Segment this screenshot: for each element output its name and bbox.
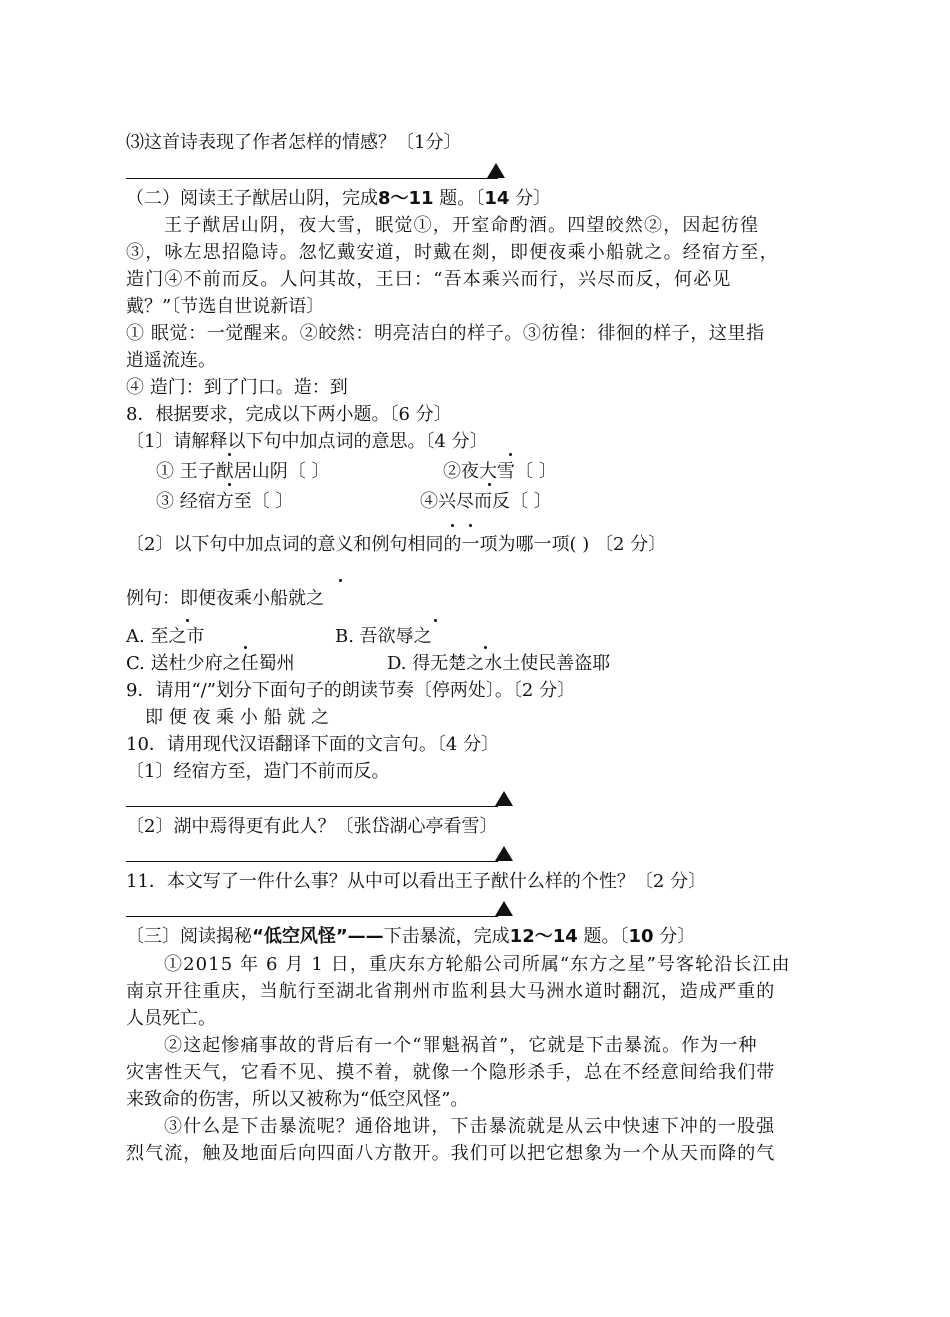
option-d: D. 得无楚之水土使民善盗耶: [387, 653, 611, 674]
article-line: 灾害性天气，它看不见、摸不着，就像一个隐形杀手，总在不经意间给我们带: [126, 1062, 776, 1083]
emphasis-dot: [484, 646, 487, 649]
triangle-icon: [495, 846, 513, 861]
article-line: 南京开往重庆，当航行至湖北省荆州市监利县大马洲水道时翻沉，造成严重的: [126, 981, 776, 1002]
annotation-line: ① 眠觉：一觉醒来。②皎然：明亮洁白的样子。③彷徨：徘徊的样子，这里指: [126, 323, 765, 344]
question-8-1-item-b: ②夜大雪〔 〕: [443, 461, 557, 482]
option-c: C. 送杜少府之任蜀州: [126, 653, 295, 674]
question-8: 8．根据要求，完成以下两小题。〔6 分〕: [126, 404, 452, 425]
option-a: A. 至之市: [126, 626, 205, 647]
section-2-heading: （二）阅读王子猷居山阴，完成8～11 题。〔14 分〕: [126, 188, 552, 209]
option-b: B. 吾欲辱之: [335, 626, 432, 647]
question-10-2: 〔2〕湖中焉得更有此人？〔张岱湖心亭看雪〕: [126, 816, 498, 837]
article-line: ③什么是下击暴流呢？通俗地讲，下击暴流就是从云中快速下冲的一股强: [164, 1116, 776, 1137]
annotation-line: 逍遥流连。: [126, 350, 216, 371]
emphasis-dot: [339, 579, 342, 582]
emphasis-dot: [228, 453, 231, 456]
question-8-1-item-d: ④兴尽而反〔 〕: [420, 491, 552, 512]
emphasis-dot: [434, 619, 437, 622]
question-8-1: 〔1〕请解释以下句中加点词的意思。〔4 分〕: [126, 431, 488, 452]
article-line: 人员死亡。: [126, 1008, 216, 1029]
article-line: 来致命的伤害，所以又被称为“低空风怪”。: [126, 1089, 469, 1110]
answer-line-q11: [126, 916, 498, 917]
emphasis-dot: [244, 646, 247, 649]
question-10: 10．请用现代汉语翻译下面的文言句。〔4 分〕: [126, 734, 500, 755]
article-line: ②这起惨痛事故的背后有一个“罪魁祸首”，它就是下击暴流。作为一种: [164, 1035, 758, 1056]
passage-line: 戴？”〔节选自世说新语〕: [126, 296, 325, 317]
question-8-1-item-c: ③ 经宿方至〔 〕: [156, 491, 294, 512]
question-9-text: 即 便 夜 乘 小 船 就 之: [145, 707, 330, 728]
section-3-heading: 〔三〕阅读揭秘“低空风怪”——下击暴流，完成12～14 题。〔10 分〕: [126, 926, 696, 947]
emphasis-dot: [186, 619, 189, 622]
triangle-icon: [495, 791, 513, 806]
emphasis-dot: [488, 483, 491, 486]
question-8-2: 〔2〕以下句中加点词的意义和例句相同的一项为哪一项( ) 〔2 分〕: [126, 534, 667, 555]
emphasis-dot: [509, 453, 512, 456]
question-10-1: 〔1〕经宿方至，造门不前而反。: [126, 761, 390, 782]
question-11: 11．本文写了一件什么事？从中可以看出王子猷什么样的个性？〔2 分〕: [126, 871, 707, 892]
article-line: 烈气流，触及地面后向四面八方散开。我们可以把它想象为一个从天而降的气: [126, 1143, 776, 1164]
example-sentence: 例句：即便夜乘小船就之: [126, 588, 324, 609]
annotation-line: ④ 造门：到了门口。造：到: [126, 377, 348, 398]
emphasis-dot: [228, 483, 231, 486]
answer-line-q10-1: [126, 806, 498, 807]
passage-line: 王子猷居山阴，夜大雪，眠觉①，开室命酌酒。四望皎然②，因起彷徨: [164, 215, 760, 236]
passage-line: ③，咏左思招隐诗。忽忆戴安道，时戴在剡，即便夜乘小船就之。经宿方至，: [126, 242, 779, 263]
triangle-icon: [487, 163, 505, 178]
answer-line-q10-2: [126, 861, 498, 862]
question-9: 9．请用“/”划分下面句子的朗读节奏〔停两处〕。〔2 分〕: [126, 680, 576, 701]
emphasis-dot: [469, 524, 472, 527]
answer-line-q3: [126, 178, 498, 179]
passage-line: 造门④不前而反。人问其故，王曰：“吾本乘兴而行，兴尽而反，何必见: [126, 269, 732, 290]
question-3: ⑶这首诗表现了作者怎样的情感？〔1分〕: [126, 132, 462, 153]
article-line: ①2015 年 6 月 1 日，重庆东方轮船公司所属“东方之星”号客轮沿长江由: [164, 954, 791, 975]
question-8-1-item-a: ① 王子猷居山阴〔 〕: [156, 461, 330, 482]
triangle-icon: [495, 901, 513, 916]
emphasis-dot: [451, 524, 454, 527]
